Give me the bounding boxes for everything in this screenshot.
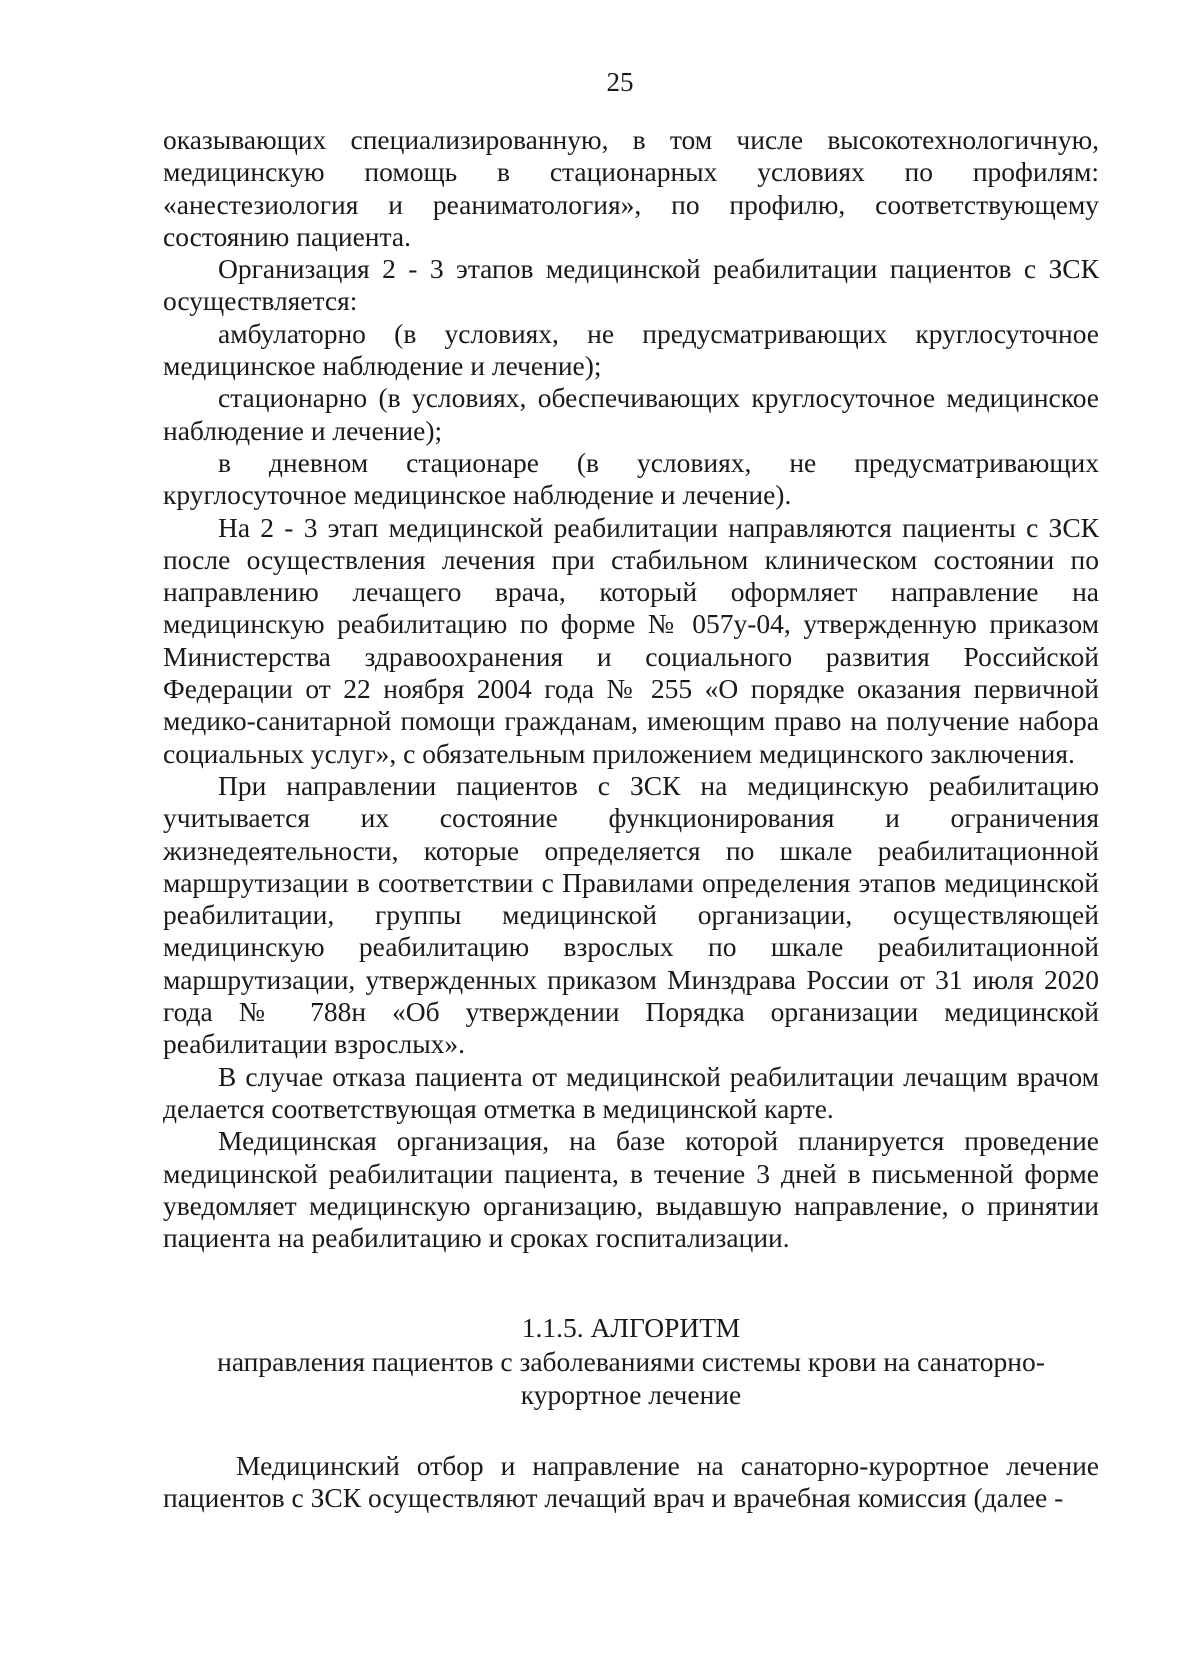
paragraph-sanatorium-selection: Медицинский отбор и направление на санаторно-курортное лечение пациентов с ЗСК осуществляют лечащий врач и врачебная комиссия (далее -	[163, 1450, 1099, 1514]
body-text	[163, 124, 1099, 1254]
section-subtitle: направления пациентов с заболеваниями системы крови на санаторно-курортное лечение	[217, 1346, 1045, 1410]
paragraph-notification: Медицинская организация, на базе которой планируется проведение медицинской реабилитации пациента, в течение 3 дней в письменной форме уведомляет медицинскую организацию, выдавшую направление, о принятии пациента на реабилитацию и сроках госпитализации.	[163, 1125, 1099, 1254]
tail-text	[163, 1450, 1099, 1515]
section-heading	[163, 1312, 1099, 1411]
paragraph-ambulatory: амбулаторно (в условиях, не предусматривающих круглосуточное медицинское наблюдение и лечение);	[163, 317, 1099, 382]
paragraph-refusal: В случае отказа пациента от медицинской реабилитации лечащим врачом делается соответствующая отметка в медицинской карте.	[163, 1060, 1099, 1124]
paragraph-inpatient: стационарно (в условиях, обеспечивающих круглосуточное медицинское наблюдение и лечение);	[163, 382, 1099, 446]
paragraph-routing-scale: При направлении пациентов с ЗСК на медицинскую реабилитацию учитывается их состояние функционирования и ограничения жизнедеятельности, которые определяется по шкале реабилитационной маршрутизации в соответствии с Правилами определения этапов медицинской реабилитации, группы медицинской организации, осуществляющей медицинскую реабилитацию взрослых по шкале реабилитационной маршрутизации, утвержденных приказом Минздрава России от 31 июля 2020 года № 788н «Об утверждении Порядка организации медицинской реабилитации взрослых».	[163, 769, 1099, 1060]
page-number: 25	[606, 67, 634, 97]
paragraph-day-hospital: в дневном стационаре (в условиях, не предусматривающих круглосуточное медицинское наблюдение и лечение).	[163, 446, 1099, 511]
section-title: 1.1.5. АЛГОРИТМ	[521, 1312, 741, 1343]
paragraph-organization: Организация 2 - 3 этапов медицинской реабилитации пациентов с ЗСК осуществляется:	[163, 253, 1099, 317]
paragraph-continuation: оказывающих специализированную, в том числе высокотехнологичную, медицинскую помощь в стационарных условиях по профилям: «анестезиология и реаниматология», по профилю, соответствующему состоянию пациента.	[163, 124, 1099, 252]
paragraph-referral: На 2 - 3 этап медицинской реабилитации направляются пациенты с ЗСК после осуществления лечения при стабильном клиническом состоянии по направлению лечащего врача, который оформляет направление на медицинскую реабилитацию по форме № 057у-04, утвержденную приказом Министерства здравоохранения и социального развития Российской Федерации от 22 ноября 2004 года № 255 «О порядке оказания первичной медико-санитарной помощи гражданам, имеющим право на получение набора социальных услуг», с обязательным приложением медицинского заключения.	[163, 511, 1099, 769]
